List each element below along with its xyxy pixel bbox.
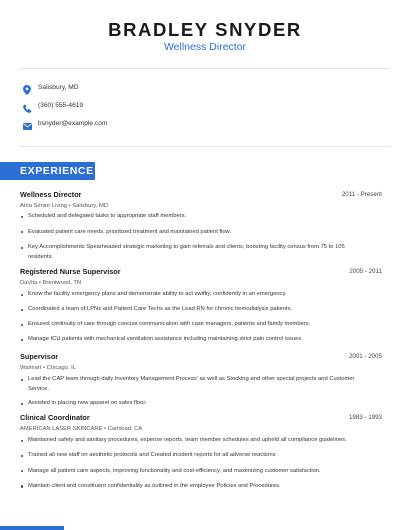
candidate-name: BRADLEY SNYDER <box>108 19 302 40</box>
job-title: Registered Nurse Supervisor <box>20 267 121 276</box>
experience-heading-bar <box>0 162 95 180</box>
job-company-line: DaVita • Brentwood, TN <box>20 280 82 286</box>
job-bullet: Manage ICU patients with mechanical ventilation assistance including maintaining strict pain control issues. <box>20 335 360 345</box>
job-dates: 1983 - 1993 <box>348 414 382 421</box>
job-bullet: Maintained safety and sanitary procedures, expense reports, team member schedules and upheld all compliance guidelines. <box>20 436 360 446</box>
job-bullet: Manage all patient care aspects, improving functionality and cost-efficiency, and maximizing customer satisfaction. <box>20 467 360 477</box>
job-company: Atria Senior Living <box>20 203 68 209</box>
footer-accent-bar <box>0 526 64 530</box>
contact-phone <box>20 101 84 115</box>
job-company: Walmart <box>20 365 42 371</box>
email-icon <box>20 119 34 133</box>
job-location: Salisbury, MD <box>72 203 108 209</box>
job-company-line: Atria Senior Living • Salisbury, MD <box>20 203 108 209</box>
contact-email-text: bsnyder@example.com <box>38 120 108 127</box>
job-dates: 2005 - 2011 <box>349 268 382 275</box>
job-dates: 2011 - Present <box>341 191 382 198</box>
job-location: Carlsbad, CA <box>107 426 143 432</box>
job-bullets <box>20 290 360 345</box>
contact-phone-text: (360) 555-4619 <box>38 102 84 109</box>
job-bullet: Evaluated patient care needs, prioritized treatment and maintained patient flow. <box>20 228 360 238</box>
phone-icon <box>20 101 34 115</box>
job-bullet: Ensured continuity of care through concise communication with case managers, patients and family members. <box>20 320 360 330</box>
job-company-line: AMERICAN LASER SKINCARE • Carlsbad, CA <box>20 426 143 432</box>
location-pin-icon <box>20 83 34 97</box>
contact-divider <box>20 146 390 147</box>
job-location: Brentwood, TN <box>42 280 82 286</box>
experience-heading: EXPERIENCE <box>20 165 94 177</box>
job-dates: 2001 - 2005 <box>348 353 382 360</box>
job-bullets <box>20 375 360 409</box>
contact-email <box>20 119 108 133</box>
job-title: Clinical Coordinator <box>20 413 90 422</box>
job-bullet: Coordinated a team of LPNs and Patient Care Techs as the Lead RN for chronic hemodialysis patients. <box>20 305 360 315</box>
job-title: Supervisor <box>20 352 59 361</box>
job-bullet: Key Accomplishments Spearheaded strategic marketing to gain referrals and clients, boosting facility census from 75 to 105 residents. <box>20 243 360 262</box>
job-company: DaVita <box>20 280 38 286</box>
job-bullet: Trained all new staff on aesthetic protocols and Created incident reports for all adverse reactions <box>20 451 360 461</box>
job-company: AMERICAN LASER SKINCARE <box>20 426 103 432</box>
header-divider <box>20 68 390 69</box>
contact-location-text: Salisbury, MD <box>38 84 79 91</box>
job-bullet: Scheduled and delegated tasks to appropriate staff members. <box>20 212 360 222</box>
job-bullets <box>20 436 360 491</box>
candidate-title: Wellness Director <box>163 41 247 53</box>
job-bullet: Lead the CAP team through daily Inventory Management Process' as well as Stocking and other special projects and Customer Service. <box>20 375 360 394</box>
job-title: Wellness Director <box>20 190 82 199</box>
job-bullet: Assisted in placing new apparel on sales floor. <box>20 399 360 409</box>
contact-location <box>20 83 79 97</box>
job-bullets <box>20 212 360 262</box>
job-company-line: Walmart • Chicago, IL <box>20 365 76 371</box>
job-bullet: Maintain client and constituent confidentiality as outlined in the employee Policies and Procedures. <box>20 482 360 492</box>
job-bullet: Know the facility emergency plans and demonstrate ability to act swiftly, confidently in an emergency. <box>20 290 360 300</box>
job-location: Chicago, IL <box>46 365 76 371</box>
